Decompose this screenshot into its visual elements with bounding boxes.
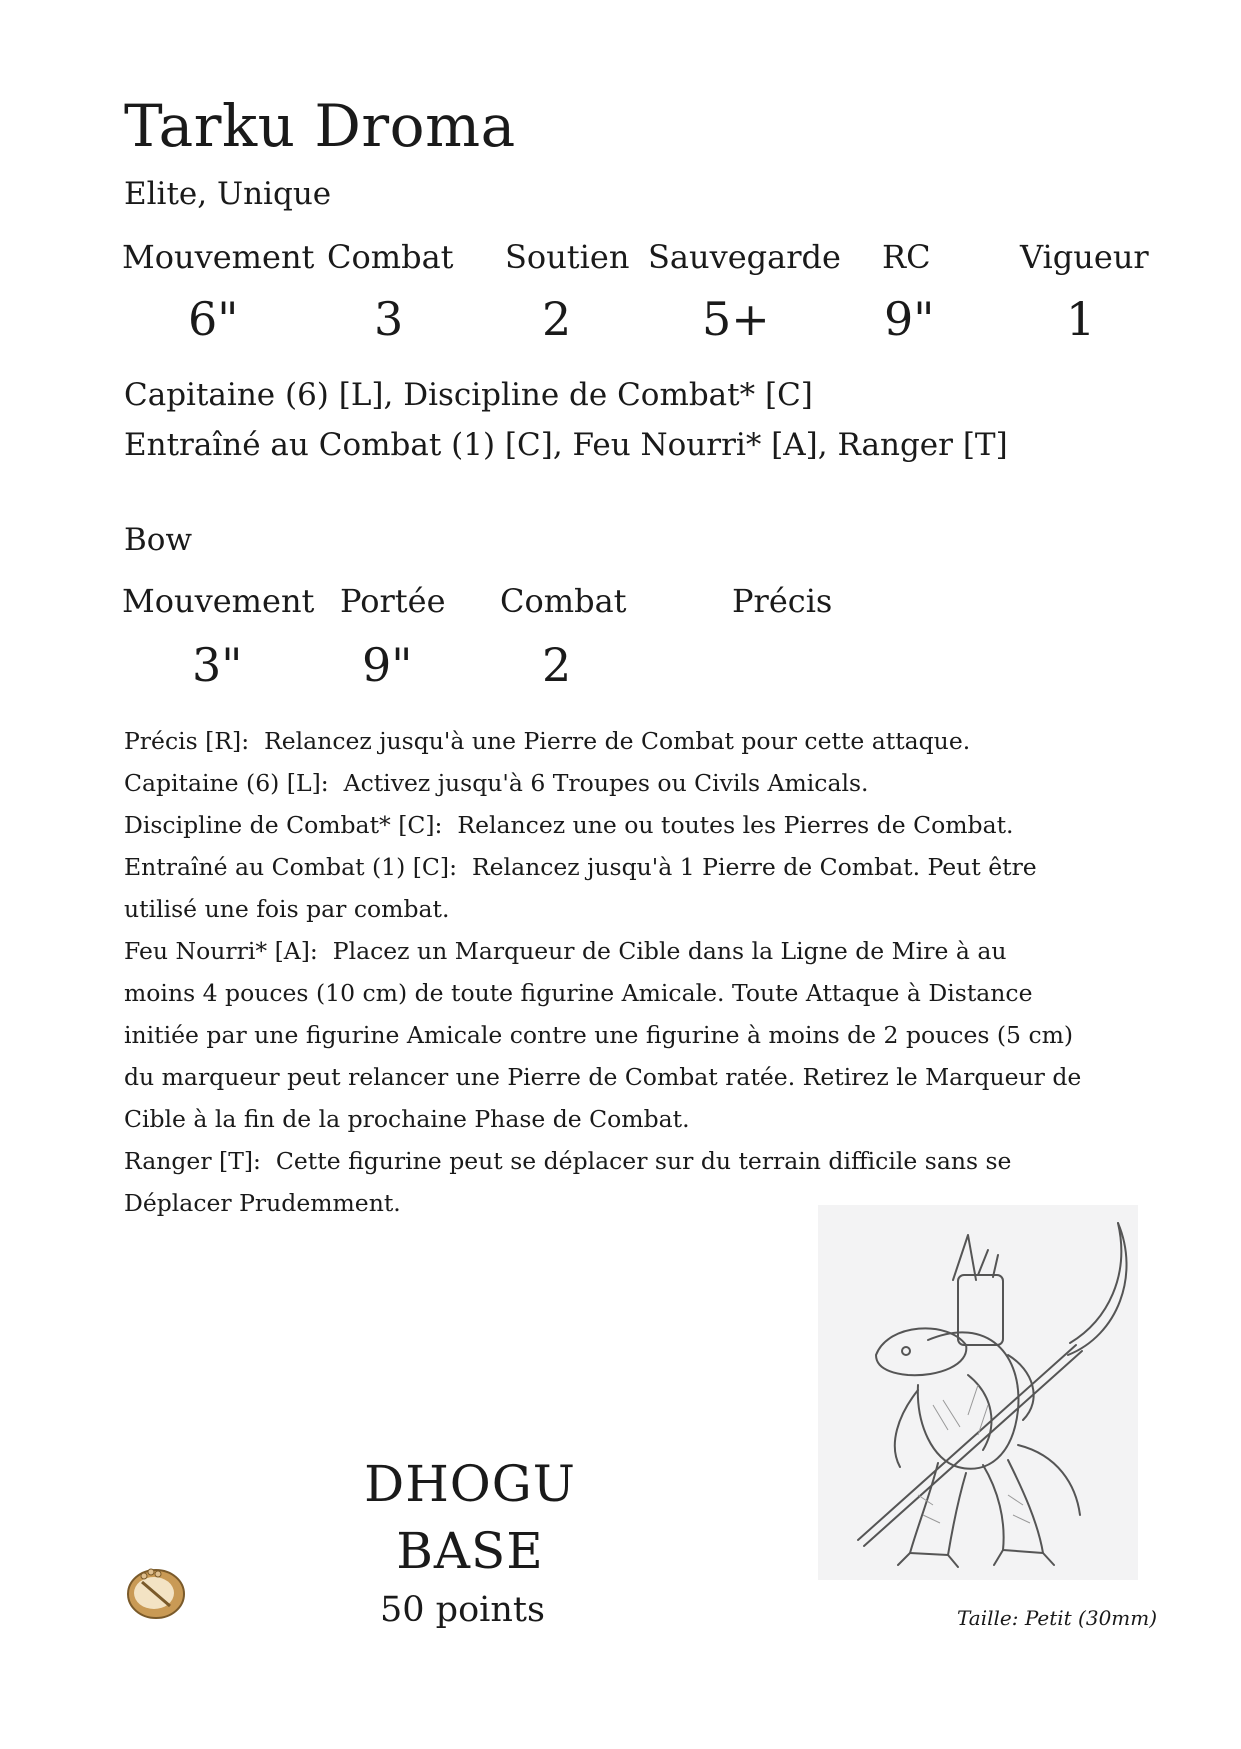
stat-value-mouvement: 6" [188, 292, 239, 346]
stat-label-soutien: Soutien [505, 238, 630, 276]
keyword-line-2: Entraîné au Combat (1) [C], Feu Nourri* [A], Ranger [T] [124, 427, 1008, 463]
weapon-value-mouvement: 3" [192, 638, 243, 692]
points-cost: 50 points [380, 1590, 545, 1630]
weapon-label-mouvement: Mouvement [122, 582, 315, 620]
rules-text [124, 720, 1084, 1224]
rule-feu-nourri: Feu Nourri* [A]: Placez un Marqueur de Cible dans la Ligne de Mire à au moins 4 pouces (10 cm) de toute figurine Amicale. Toute Attaque à Distance initiée par une figurine Amicale contre une figurine à moins de 2 pouces (5 cm) du marqueur peut relancer une Pierre de Combat ratée. Retirez le Marqueur de Cible à la fin de la prochaine Phase de Combat. [124, 937, 1082, 1133]
stat-label-vigueur: Vigueur [1020, 238, 1149, 276]
stat-value-vigueur: 1 [1066, 292, 1096, 346]
card-subtitle: Elite, Unique [124, 176, 332, 212]
stat-value-rc: 9" [884, 292, 935, 346]
rule-entraine: Entraîné au Combat (1) [C]: Relancez jusqu'à 1 Pierre de Combat. Peut être utilisé une fois par combat. [124, 853, 1037, 923]
lizard-warrior-sketch-icon [818, 1205, 1138, 1580]
rule-ranger: Ranger [T]: Cette figurine peut se déplacer sur du terrain difficile sans se Déplacer Prudemment. [124, 1147, 1012, 1217]
faction-list: BASE [396, 1522, 544, 1580]
card-title: Tarku Droma [124, 92, 516, 160]
weapon-value-portee: 9" [362, 638, 413, 692]
weapon-label-portee: Portée [340, 582, 446, 620]
rule-capitaine: Capitaine (6) [L]: Activez jusqu'à 6 Troupes ou Civils Amicals. [124, 769, 869, 797]
weapon-label-precis: Précis [732, 582, 833, 620]
character-illustration [818, 1205, 1138, 1580]
stat-label-rc: RC [882, 238, 931, 276]
faction-name: DHOGU [364, 1455, 576, 1513]
dhogu-faction-icon [124, 1562, 188, 1622]
faction-logo [124, 1562, 188, 1622]
stat-value-sauvegarde: 5+ [702, 292, 770, 346]
size-label: Taille: Petit (30mm) [957, 1606, 1158, 1630]
weapon-name: Bow [124, 522, 192, 558]
weapon-value-combat: 2 [542, 638, 572, 692]
keyword-line-1: Capitaine (6) [L], Discipline de Combat* [C] [124, 377, 813, 413]
stat-label-mouvement: Mouvement [122, 238, 315, 276]
stat-value-soutien: 2 [542, 292, 572, 346]
rule-discipline: Discipline de Combat* [C]: Relancez une ou toutes les Pierres de Combat. [124, 811, 1014, 839]
rule-precis: Précis [R]: Relancez jusqu'à une Pierre de Combat pour cette attaque. [124, 727, 971, 755]
stat-label-sauvegarde: Sauvegarde [648, 238, 841, 276]
stat-value-combat: 3 [374, 292, 404, 346]
stat-label-combat: Combat [327, 238, 454, 276]
weapon-label-combat: Combat [500, 582, 627, 620]
